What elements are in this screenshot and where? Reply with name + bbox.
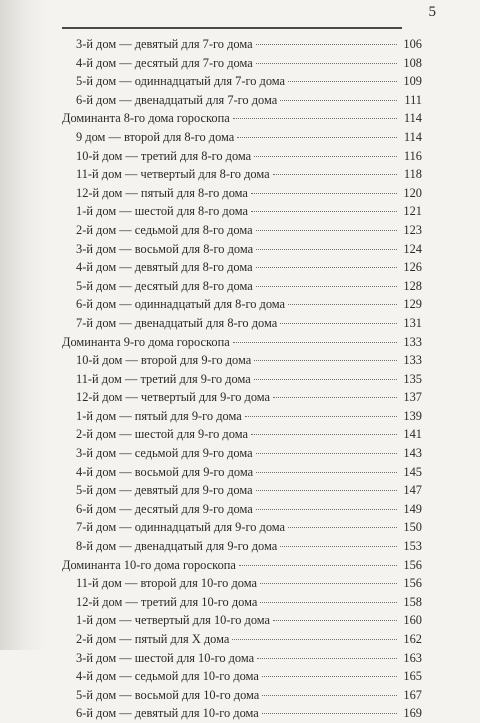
toc-entry — [62, 54, 422, 73]
dot-leader — [256, 63, 397, 64]
toc-entry-page: 114 — [403, 111, 422, 126]
toc-entry-title: 1-й дом — четвертый для 10-го дома — [76, 613, 271, 628]
toc-entry-title: 10-й дом — второй для 9-го дома — [76, 353, 252, 368]
dot-leader — [254, 156, 397, 157]
dot-leader — [254, 379, 397, 380]
header-rule — [62, 27, 402, 29]
toc-entry-title: 5-й дом — одиннадцатый для 7-го дома — [76, 74, 286, 89]
toc-entry-title: Доминанта 9-го дома гороскопа — [62, 334, 230, 349]
toc-entry — [62, 611, 422, 630]
dot-leader — [273, 174, 397, 175]
toc-entry-page: 133 — [403, 353, 422, 368]
dot-leader — [288, 304, 397, 305]
dot-leader — [233, 342, 397, 343]
dot-leader — [251, 193, 397, 194]
toc-entry — [62, 481, 422, 500]
toc-entry-title: 6-й дом — одиннадцатый для 8-го дома — [76, 297, 286, 312]
dot-leader — [251, 211, 397, 212]
toc-entry — [62, 425, 422, 444]
toc-entry-page: 167 — [403, 687, 422, 702]
toc-entry — [62, 35, 422, 54]
dot-leader — [256, 286, 397, 287]
toc-entry — [62, 704, 422, 723]
toc-section-heading — [62, 556, 422, 575]
dot-leader — [273, 620, 397, 621]
toc-entry-page: 133 — [403, 334, 422, 349]
toc-entry-title: 1-й дом — шестой для 8-го дома — [76, 204, 248, 219]
toc-entry — [62, 630, 422, 649]
toc-entry — [62, 128, 422, 147]
toc-entry-title: 12-й дом — третий для 10-го дома — [76, 594, 258, 609]
dot-leader — [254, 360, 397, 361]
toc-entry-page: 162 — [403, 632, 422, 646]
toc-entry — [62, 72, 422, 91]
toc-entry-title: 11-й дом — второй для 10-го дома — [76, 576, 257, 591]
toc-entry-title: 3-й дом — девятый для 7-го дома — [76, 37, 253, 51]
page-gutter-shadow — [0, 0, 46, 650]
toc-entry — [62, 574, 422, 593]
toc-entry — [62, 314, 422, 333]
toc-entry-page: 143 — [403, 446, 422, 461]
dot-leader — [232, 639, 397, 640]
dot-leader — [288, 81, 397, 82]
toc-entry — [62, 165, 422, 184]
toc-entry-title: 4-й дом — девятый для 8-го дома — [76, 260, 253, 275]
toc-entry-title: 12-й дом — четвертый для 9-го дома — [76, 390, 271, 405]
toc-entry-title: 2-й дом — седьмой для 8-го дома — [76, 222, 253, 237]
toc-entry — [62, 91, 422, 110]
toc-entry-title: 11-й дом — третий для 9-го дома — [76, 371, 251, 386]
toc-entry-page: 135 — [403, 371, 422, 386]
toc-entry — [62, 667, 422, 686]
toc-entry-title: 8-й дом — двенадцатый для 9-го дома — [76, 539, 278, 554]
toc-entry-page: 106 — [403, 37, 422, 51]
toc-entry — [62, 686, 422, 705]
toc-entry-page: 158 — [403, 594, 422, 609]
toc-entry-page: 153 — [403, 539, 422, 554]
dot-leader — [260, 602, 397, 603]
toc-entry-page: 129 — [403, 297, 422, 312]
toc-entry — [62, 295, 422, 314]
toc-entry-page: 165 — [403, 669, 422, 684]
dot-leader — [239, 565, 397, 566]
toc-entry-title: 4-й дом — десятый для 7-го дома — [76, 55, 253, 70]
toc-entry-page: 141 — [403, 427, 422, 442]
toc-entry-title: 5-й дом — девятый для 9-го дома — [76, 483, 253, 498]
toc-entry-title: 11-й дом — четвертый для 8-го дома — [76, 167, 270, 182]
toc-entry-page: 156 — [403, 576, 422, 591]
toc-section-heading — [62, 333, 422, 352]
toc-entry-page: 160 — [403, 613, 422, 628]
dot-leader — [256, 249, 397, 250]
toc-entry-page: 139 — [403, 408, 422, 423]
toc-entry-page: 145 — [403, 464, 422, 479]
page-number: 5 — [428, 4, 436, 20]
toc-entry-page: 121 — [403, 204, 422, 219]
toc-entry — [62, 593, 422, 612]
toc-entry-title: 7-й дом — одиннадцатый для 9-го дома — [76, 520, 286, 535]
toc-entry — [62, 407, 422, 426]
toc-entry — [62, 202, 422, 221]
toc-entry-page: 114 — [403, 129, 422, 144]
toc-entry — [62, 500, 422, 519]
dot-leader — [256, 44, 397, 45]
toc-entry-page: 163 — [403, 650, 422, 665]
dot-leader — [256, 509, 397, 510]
toc-section-heading — [62, 109, 422, 128]
dot-leader — [262, 695, 397, 696]
toc-entry-page: 126 — [403, 260, 422, 275]
toc-entry-page: 169 — [403, 706, 422, 721]
toc-entry-page: 123 — [403, 222, 422, 237]
toc-entry-title: 10-й дом — третий для 8-го дома — [76, 148, 252, 163]
toc-entry-title: 9 дом — второй для 8-го дома — [76, 129, 235, 144]
dot-leader — [256, 472, 397, 473]
toc-entry-page: 111 — [404, 92, 422, 107]
toc-entry — [62, 351, 422, 370]
toc-entry-title: 5-й дом — десятый для 8-го дома — [76, 278, 253, 293]
dot-leader — [257, 658, 397, 659]
toc-entry-page: 120 — [403, 185, 422, 200]
toc-entry-page: 147 — [403, 483, 422, 498]
dot-leader — [280, 323, 397, 324]
toc-entry — [62, 147, 422, 166]
dot-leader — [262, 713, 397, 714]
toc-entry-page: 116 — [403, 148, 422, 163]
toc-entry-page: 131 — [403, 315, 422, 330]
toc-entry-title: 1-й дом — пятый для 9-го дома — [76, 408, 242, 423]
dot-leader — [245, 416, 397, 417]
toc-entry — [62, 518, 422, 537]
toc-entry — [62, 221, 422, 240]
toc-entry-title: 12-й дом — пятый для 8-го дома — [76, 185, 248, 200]
toc-entry — [62, 649, 422, 668]
toc-entry — [62, 184, 422, 203]
toc-entry-page: 137 — [403, 390, 422, 405]
toc-entry-title: 6-й дом — двенадцатый для 7-го дома — [76, 92, 278, 107]
toc-entry-title: 2-й дом — шестой для 9-го дома — [76, 427, 248, 442]
toc-entry-page: 118 — [403, 167, 422, 182]
toc-entry-title: 3-й дом — седьмой для 9-го дома — [76, 446, 253, 461]
toc-entry — [62, 370, 422, 389]
toc-entry — [62, 444, 422, 463]
dot-leader — [288, 527, 397, 528]
dot-leader — [256, 267, 397, 268]
toc-entry-title: Доминанта 8-го дома гороскопа — [62, 111, 230, 126]
toc-entry-title: 4-й дом — седьмой для 10-го дома — [76, 669, 259, 684]
table-of-contents — [62, 35, 422, 723]
toc-entry-page: 128 — [403, 278, 422, 293]
toc-entry-title: 3-й дом — шестой для 10-го дома — [76, 650, 255, 665]
toc-entry-title: 2-й дом — пятый для X дома — [76, 632, 230, 646]
toc-entry-page: 149 — [403, 501, 422, 516]
toc-entry-page: 150 — [403, 520, 422, 535]
dot-leader — [233, 118, 397, 119]
toc-entry — [62, 388, 422, 407]
toc-entry-title: 7-й дом — двенадцатый для 8-го дома — [76, 315, 278, 330]
dot-leader — [256, 230, 397, 231]
toc-entry-title: 6-й дом — девятый для 10-го дома — [76, 706, 259, 721]
dot-leader — [251, 434, 397, 435]
toc-entry-page: 109 — [403, 74, 422, 89]
dot-leader — [260, 583, 397, 584]
toc-entry-title: Доминанта 10-го дома гороскопа — [62, 557, 236, 572]
toc-entry-title: 5-й дом — восьмой для 10-го дома — [76, 687, 260, 702]
toc-entry-title: 4-й дом — восьмой для 9-го дома — [76, 464, 254, 479]
dot-leader — [280, 546, 397, 547]
toc-entry — [62, 463, 422, 482]
dot-leader — [256, 490, 397, 491]
dot-leader — [280, 100, 397, 101]
toc-entry-page: 156 — [403, 557, 422, 572]
toc-entry-page: 108 — [403, 55, 422, 70]
dot-leader — [262, 676, 397, 677]
dot-leader — [237, 137, 397, 138]
toc-entry — [62, 240, 422, 259]
dot-leader — [273, 397, 397, 398]
toc-entry-title: 6-й дом — десятый для 9-го дома — [76, 501, 253, 516]
toc-entry — [62, 258, 422, 277]
toc-entry — [62, 537, 422, 556]
toc-entry-title: 3-й дом — восьмой для 8-го дома — [76, 241, 254, 256]
toc-entry-page: 124 — [403, 241, 422, 256]
dot-leader — [256, 453, 397, 454]
toc-entry — [62, 277, 422, 296]
